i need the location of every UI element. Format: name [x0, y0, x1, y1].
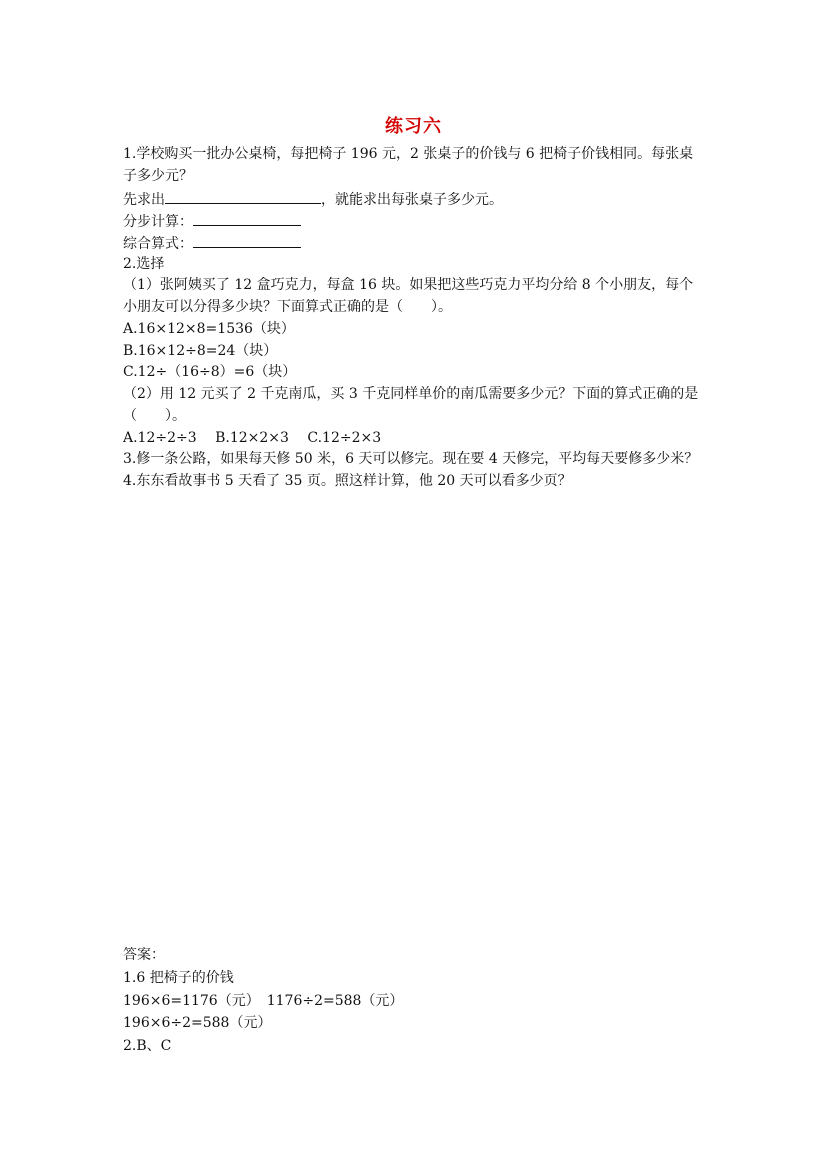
answers-heading: 答案： [123, 947, 165, 963]
q2-p2-options: A.12÷2÷3 B.12×2×3 C.12÷2×3 [123, 430, 382, 446]
q2-p2-line2: （ ）。 [123, 408, 186, 424]
q2-p1-option-a: A.16×12×8=1536（块） [123, 321, 295, 337]
q1-combined-blank[interactable] [193, 232, 301, 248]
q1-combined-label: 综合算式： [123, 236, 193, 252]
q1-first-prefix: 先求出 [123, 192, 165, 208]
q1-combined-line [123, 232, 301, 254]
answer-1-combined: 196×6÷2=588（元） [123, 1015, 272, 1031]
answer-1-step: 196×6=1176（元） 1176÷2=588（元） [123, 993, 404, 1009]
q1-step-line [123, 210, 301, 232]
q2-p1-option-b: B.16×12÷8=24（块） [123, 343, 278, 359]
q1-line2: 子多少元？ [123, 168, 193, 184]
q1-step-label: 分步计算： [123, 214, 193, 230]
page-title: 练习六 [385, 116, 442, 137]
q1-line1: 1.学校购买一批办公桌椅，每把椅子 196 元，2 张桌子的价钱与 6 把椅子价钱相同。每张桌 [123, 146, 694, 162]
q4-text: 4.东东看故事书 5 天看了 35 页。照这样计算，他 20 天可以看多少页？ [123, 473, 572, 489]
q3-text: 3.修一条公路，如果每天修 50 米，6 天可以修完。现在要 4 天修完，平均每天要修多少米？ [123, 451, 699, 467]
answer-2: 2.B、C [123, 1038, 172, 1054]
q2-p1-option-c: C.12÷（16÷8）=6（块） [123, 364, 297, 380]
q2-p2-line1: （2）用 12 元买了 2 千克南瓜，买 3 千克同样单价的南瓜需要多少元？下面的算式正确的是 [123, 386, 699, 402]
q1-answer-blank[interactable] [165, 188, 321, 204]
q1-first-suffix: ，就能求出每张桌子多少元。 [321, 192, 503, 208]
q1-step-blank[interactable] [193, 210, 301, 226]
q2-p1-line2: 小朋友可以分得多少块？下面算式正确的是（ ）。 [123, 299, 452, 315]
q2-p1-line1: （1）张阿姨买了 12 盒巧克力，每盒 16 块。如果把这些巧克力平均分给 8 个小朋友，每个 [123, 277, 694, 293]
q2-heading: 2.选择 [123, 256, 165, 272]
q1-first-line [123, 188, 503, 210]
answer-1: 1.6 把椅子的价钱 [123, 970, 234, 986]
